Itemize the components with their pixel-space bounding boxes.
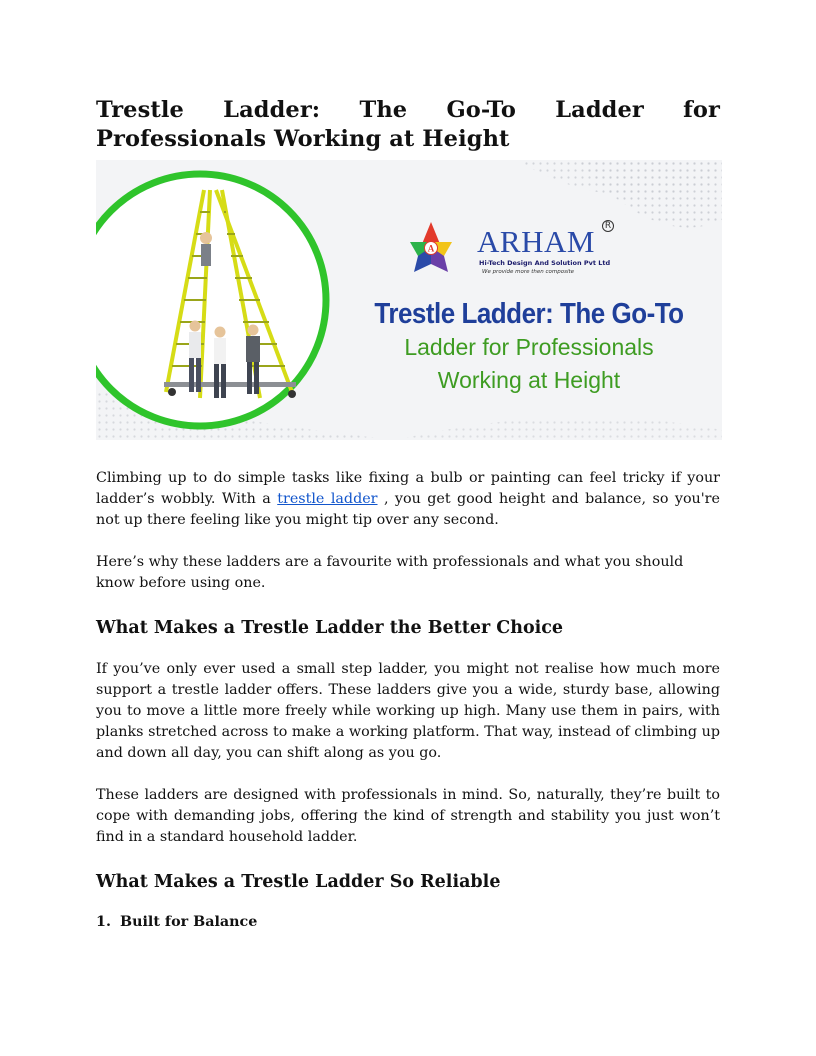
- section1-paragraph-2: These ladders are designed with professionals in mind. So, naturally, they’re built to cope with demanding jobs, offering the kind of strength and stability you just won’t find in a standard household ladder.: [96, 787, 720, 845]
- list-item: [96, 912, 720, 933]
- banner-headline-line2: Ladder for Professionals: [404, 334, 654, 360]
- intro-paragraph-1: [96, 468, 720, 531]
- document-title: Trestle Ladder: The Go-To Ladder for Professionals Working at Height: [96, 97, 720, 152]
- intro-paragraph-2: Here’s why these ladders are a favourite with professionals and what you should know before using one.: [96, 554, 684, 591]
- reliability-list: [96, 912, 720, 933]
- section-heading-better-choice: What Makes a Trestle Ladder the Better Choice: [96, 618, 564, 638]
- logo-letter: A: [427, 243, 435, 254]
- hero-banner: [96, 160, 722, 440]
- trestle-ladder-link[interactable]: trestle ladder: [277, 491, 378, 507]
- arham-logo: [409, 218, 612, 288]
- logo-subtitle: Hi-Tech Design And Solution Pvt Ltd: [479, 259, 611, 267]
- intro-text-after-link: , you get good height and balance, so you're not up there feeling like you might tip over any second.: [96, 491, 720, 528]
- section-heading-reliable: What Makes a Trestle Ladder So Reliable: [96, 872, 501, 892]
- document-page: [96, 96, 720, 933]
- logo-name: ARHAM: [477, 224, 595, 259]
- logo-tagline: We provide more then composite: [482, 269, 575, 275]
- section1-paragraph-1: If you’ve only ever used a small step ladder, you might not realise how much more support a trestle ladder offers. These ladders give you a wide, sturdy base, allowing you to move a little more freely while working up high. Many use them in pairs, with planks stretched across to make a working platform. That way, instead of climbing up and down all day, you can shift along as you go.: [96, 661, 720, 761]
- registered-mark-icon: R: [602, 220, 614, 232]
- list-item-number: 1.: [96, 914, 111, 930]
- intro-text-before-link: Climbing up to do simple tasks like fixing a bulb or painting can feel tricky if your ladder’s wobbly. With a: [96, 470, 720, 507]
- list-item-label: Built for Balance: [120, 914, 258, 930]
- banner-headline-line1: Trestle Ladder: The Go-To: [374, 296, 684, 330]
- banner-headline-line3: Working at Height: [437, 367, 621, 393]
